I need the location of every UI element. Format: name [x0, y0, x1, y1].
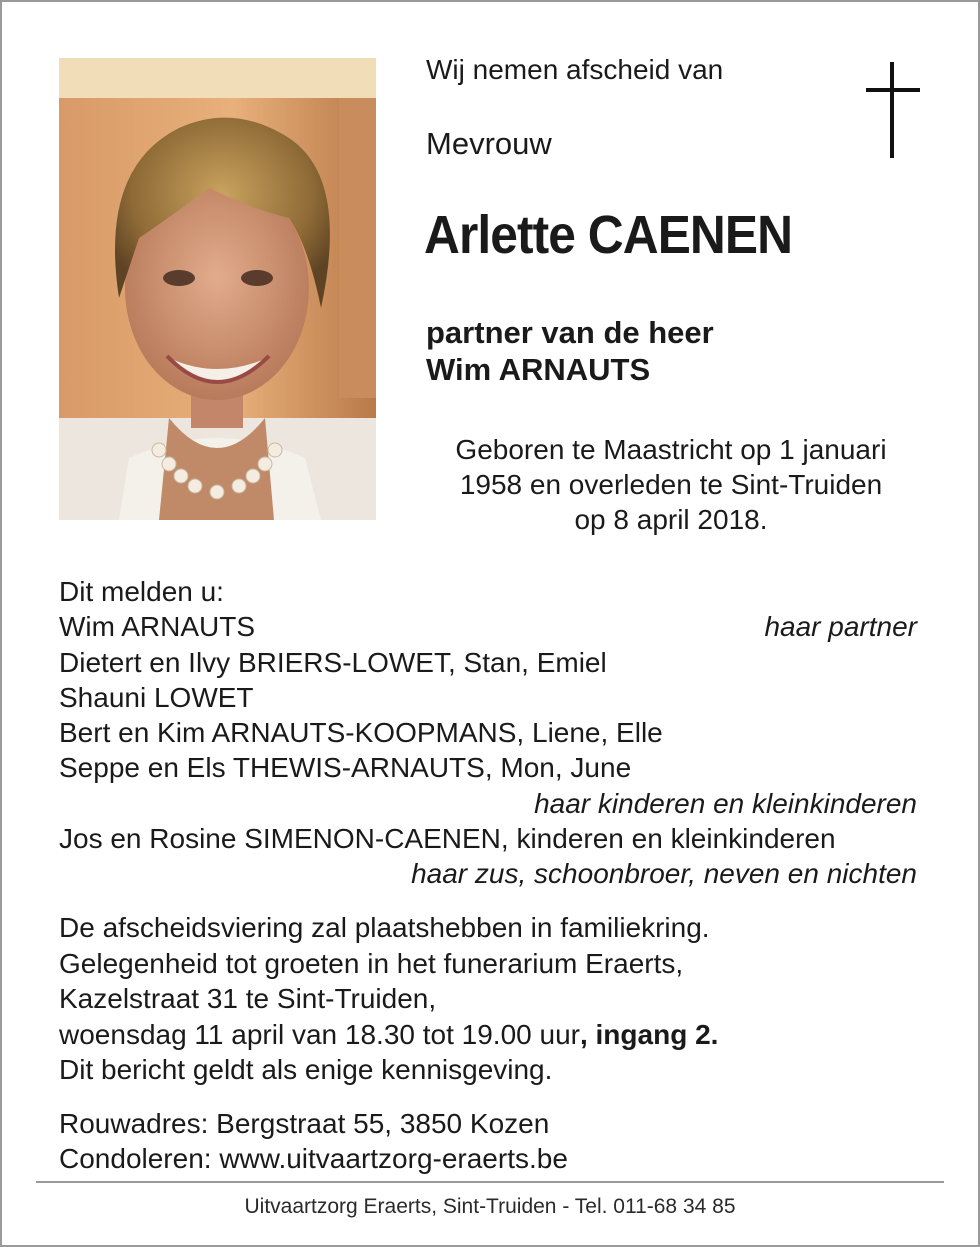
cross-icon: [860, 60, 924, 160]
partner-line-1: partner van de heer: [426, 315, 714, 350]
partner-block: [426, 314, 714, 388]
family-child-1: Dietert en Ilvy BRIERS-LOWET, Stan, Emiel: [59, 646, 607, 678]
intro-text: Wij nemen afscheid van: [426, 54, 724, 85]
family-children-role: haar kinderen en kleinkinderen: [534, 787, 917, 819]
footer-text: Uitvaartzorg Eraerts, Sint-Truiden - Tel. 011-68 34 85: [244, 1195, 736, 1218]
family-partner-name: Wim ARNAUTS: [59, 611, 255, 643]
condolence-link[interactable]: Condoleren: www.uitvaartzorg-eraerts.be: [59, 1143, 568, 1174]
service-line-1: De afscheidsviering zal plaatshebben in familiekring.: [59, 912, 710, 943]
partner-line-2: Wim ARNAUTS: [426, 352, 651, 387]
service-line-5: Dit bericht geldt als enige kennisgeving.: [59, 1054, 553, 1085]
family-heading: Dit melden u:: [59, 576, 224, 607]
mourning-address: Rouwadres: Bergstraat 55, 3850 Kozen: [59, 1108, 550, 1139]
service-entrance: , ingang 2.: [579, 1018, 719, 1050]
service-info: [59, 910, 718, 1088]
family-partner-role: haar partner: [764, 611, 917, 643]
family-sister-role: haar zus, schoonbroer, neven en nichten: [411, 858, 917, 890]
service-line-4: [59, 1017, 718, 1053]
birth-line-3: op 8 april 2018.: [574, 504, 768, 535]
birth-line-2: 1958 en overleden te Sint-Truiden: [459, 469, 883, 500]
family-row-partner: [59, 609, 917, 644]
family-child-4: Seppe en Els THEWIS-ARNAUTS, Mon, June: [59, 752, 632, 784]
honorific: Mevrouw: [426, 126, 552, 161]
family-child-2: Shauni LOWET: [59, 681, 254, 713]
footer-divider: [36, 1181, 944, 1183]
service-line-2: Gelegenheid tot groeten in het funerarium Eraerts,: [59, 947, 684, 979]
family-child-3: Bert en Kim ARNAUTS-KOOPMANS, Liene, Elle: [59, 717, 663, 749]
portrait-photo: [59, 58, 376, 520]
birth-line-1: Geboren te Maastricht op 1 januari: [455, 434, 887, 465]
deceased-name: Arlette CAENEN: [424, 205, 793, 265]
address-block: [59, 1106, 568, 1176]
service-time: woensdag 11 april van 18.30 tot 19.00 uur: [59, 1018, 580, 1050]
family-sister: Jos en Rosine SIMENON-CAENEN, kinderen en kleinkinderen: [59, 823, 836, 855]
birth-death-info: [426, 432, 916, 537]
service-line-3: Kazelstraat 31 te Sint-Truiden,: [59, 983, 437, 1014]
family-list: [59, 574, 917, 892]
